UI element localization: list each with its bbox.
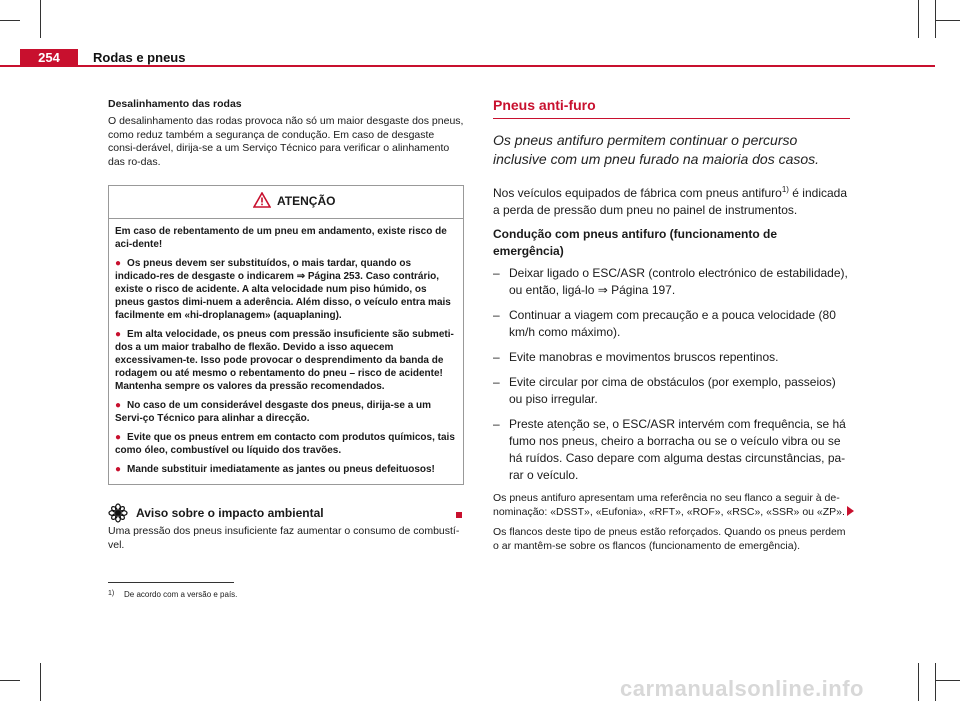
crop-mark — [0, 680, 20, 681]
crop-mark — [40, 0, 41, 38]
emergency-subheading: Condução com pneus antifuro (funcionamento de emergência) — [493, 227, 778, 258]
warning-bullet: ● Mande substituir imediatamente as jantes ou pneus defeituosos! — [115, 464, 435, 475]
intro-text: Nos veículos equipados de fábrica com pneus antifuro$^{1)}$ é indicada a perda de pressão dum pneu no painel de instrumentos. — [493, 185, 848, 217]
warning-bullet: ● Os pneus devem ser substituídos, o mais tardar, quando os indicado-res de desgaste o indicarem ⇒ Página 253. Caso contrário, existe o risco de acidente. A alta velocidade num piso húmido, os pneus gastos dimi-nuem a aderência. Além disso, o veículo entra mais facilmente em «hi-droplanagem» (aquaplaning). — [115, 258, 451, 321]
crop-mark — [935, 20, 960, 21]
bullet-dot: ● — [115, 432, 122, 443]
warning-intro: Em caso de rebentamento de um pneu em andamento, existe risco de aci-dente! — [115, 226, 447, 250]
bullet-dot: ● — [115, 329, 122, 340]
bullet-dot: ● — [115, 400, 122, 411]
right-column — [493, 97, 850, 560]
watermark: carmanualsonline.info — [620, 676, 864, 701]
crop-mark — [935, 0, 936, 38]
dash-item: – Deixar ligado o ESC/ASR (controlo electrónico de estabilidade), ou então, ligá-lo ⇒ Página 197. — [493, 266, 848, 297]
page-title: Rodas e pneus — [93, 50, 186, 65]
misalignment-text: O desalinhamento das rodas provoca não só um maior desgaste dos pneus, como reduz também a segurança de condução. Em caso de desgaste consi-derável, dirija-se a um Serviço Técnico para verificar o alinhamento das ro-das. — [108, 115, 464, 168]
environment-title: Aviso sobre o impacto ambiental — [136, 506, 324, 520]
warning-header — [109, 186, 463, 219]
environment-flower-icon — [108, 503, 128, 523]
lead-text: Os pneus antifuro permitem continuar o percurso inclusive com um pneu furado na maioria dos casos. — [493, 132, 820, 167]
warning-body — [109, 219, 463, 484]
footnote-ref: 1) — [781, 185, 789, 194]
footnote-marker: 1) — [108, 590, 115, 597]
runflat-sidewall-note: Os flancos deste tipo de pneus estão reforçados. Quando os pneus perdem o ar mantêm-se sobre os flancos (funcionamento de emergência). — [493, 526, 846, 552]
footnote — [108, 590, 237, 599]
crop-mark — [0, 20, 20, 21]
crop-mark — [935, 680, 960, 681]
dash-item: – Evite circular por cima de obstáculos (por exemplo, passeios) ou piso irregular. — [493, 375, 836, 406]
footnote-rule — [108, 582, 234, 583]
subheading-misalignment: Desalinhamento das rodas — [108, 98, 242, 110]
warning-bullet: ● No caso de um considerável desgaste dos pneus, dirija-se a um Servi-ço Técnico para alinhar a direcção. — [115, 400, 432, 424]
bullet-dot: ● — [115, 464, 122, 475]
dash-item: – Continuar a viagem com precaução e a pouca velocidade (80 km/h como máximo). — [493, 308, 836, 339]
page-number: 254 — [20, 49, 78, 67]
warning-triangle-icon — [253, 192, 271, 208]
footnote-text: De acordo com a versão e país. — [124, 590, 238, 599]
crop-mark — [935, 663, 936, 701]
bullet-dot: ● — [115, 258, 122, 269]
crop-mark — [918, 663, 919, 701]
warning-bullet: ● Em alta velocidade, os pneus com pressão insuficiente são submeti-dos a um maior trabalho de flexão. Devido a isso aquecem excessivamen-te. Isso pode provocar o desprendimento da banda de rodagem ou até mesmo o rebentamento do pneu – risco de acidente! Mantenha sempre os valores da pressão recomendados. — [115, 329, 454, 392]
section-title: Pneus anti-furo — [493, 97, 850, 119]
crop-mark — [918, 0, 919, 38]
continue-arrow-icon — [847, 506, 854, 516]
warning-title: ATENÇÃO — [277, 194, 336, 208]
dash-item: – Preste atenção se, o ESC/ASR intervém com frequência, se há fumo nos pneus, cheiro a borracha ou se o veículo vibra ou se há ruídos. Caso depare com alguma destas circunstâncias, pa-rar o veículo. — [493, 417, 846, 482]
section-end-mark — [456, 512, 462, 518]
runflat-markings-note: Os pneus antifuro apresentam uma referência no seu flanco a seguir à de-nominação: «DSST», «Eufonia», «RFT», «ROF», «RSC», «SSR» ou «ZP». — [493, 492, 845, 518]
crop-mark — [40, 663, 41, 701]
environment-header — [108, 503, 464, 523]
warning-box — [108, 185, 464, 485]
dash-item: – Evite manobras e movimentos bruscos repentinos. — [493, 350, 779, 364]
left-column — [108, 97, 464, 552]
warning-bullet: ● Evite que os pneus entrem em contacto com produtos químicos, tais como óleo, combustível ou líquido dos travões. — [115, 432, 455, 456]
environment-text: Uma pressão dos pneus insuficiente faz aumentar o consumo de combustí-vel. — [108, 525, 460, 551]
